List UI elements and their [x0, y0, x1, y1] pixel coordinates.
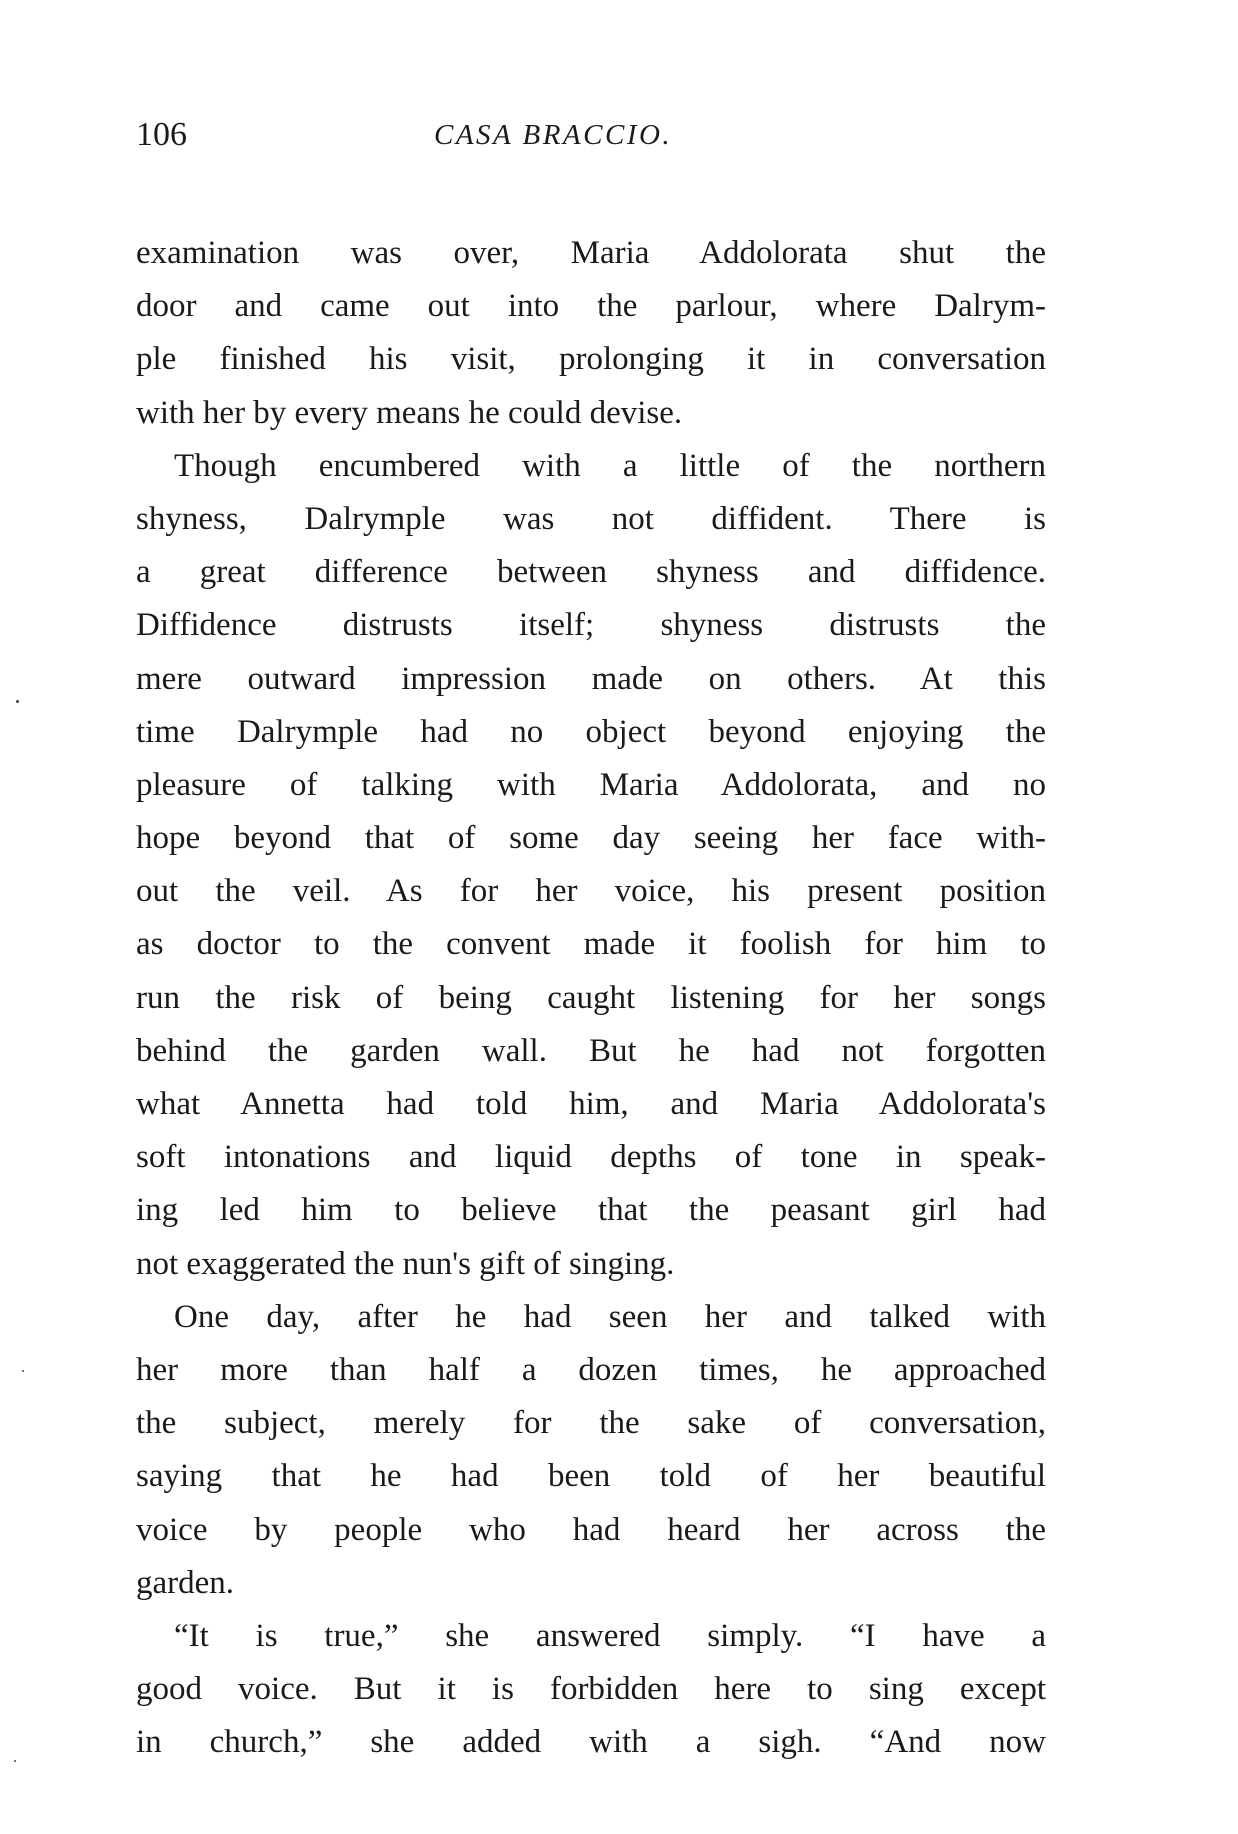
text-line: One day, after he had seen her and talked with: [174, 1298, 1046, 1335]
text-line: Diffidence distrusts itself; shyness distrusts the: [136, 607, 1046, 644]
text-line: shyness, Dalrymple was not diffident. There is: [136, 500, 1046, 537]
running-title: CASA BRACCIO.: [434, 119, 673, 151]
text-line: saying that he had been told of her beautiful: [136, 1458, 1046, 1495]
text-line: as doctor to the convent made it foolish for him to: [136, 926, 1046, 963]
text-line: run the risk of being caught listening for her songs: [136, 979, 1046, 1016]
paper-speck: [16, 700, 19, 703]
text-line: what Annetta had told him, and Maria Addolorata's: [136, 1086, 1046, 1122]
text-line: a great difference between shyness and diffidence.: [136, 554, 1046, 591]
text-line: door and came out into the parlour, where Dalrym-: [136, 288, 1046, 325]
text-line: in church,” she added with a sigh. “And now: [136, 1724, 1046, 1761]
paper-speck: [14, 1760, 16, 1762]
text-line: the subject, merely for the sake of conversation,: [136, 1405, 1046, 1442]
text-line: hope beyond that of some day seeing her face with-: [136, 820, 1046, 857]
text-line: soft intonations and liquid depths of tone in speak-: [136, 1139, 1046, 1176]
text-line: “It is true,” she answered simply. “I have a: [174, 1617, 1046, 1654]
page-number: 106: [136, 116, 187, 153]
text-line: mere outward impression made on others. At this: [136, 660, 1046, 697]
text-line: behind the garden wall. But he had not forgotten: [136, 1032, 1046, 1069]
text-line: her more than half a dozen times, he approached: [136, 1351, 1046, 1388]
text-line: garden.: [136, 1564, 235, 1601]
page-header: [136, 116, 1046, 176]
paper-speck: [22, 1370, 24, 1372]
text-line: not exaggerated the nun's gift of singing.: [136, 1245, 675, 1282]
text-line: ing led him to believe that the peasant girl had: [136, 1192, 1046, 1229]
text-line: good voice. But it is forbidden here to sing except: [136, 1671, 1046, 1708]
text-line: Though encumbered with a little of the northern: [174, 447, 1046, 484]
text-line: pleasure of talking with Maria Addolorata, and no: [136, 766, 1046, 803]
text-line: time Dalrymple had no object beyond enjoying the: [136, 713, 1046, 750]
body-text: [136, 227, 1046, 1769]
text-line: with her by every means he could devise.: [136, 394, 683, 431]
text-line: ple finished his visit, prolonging it in conversation: [136, 341, 1046, 378]
text-line: examination was over, Maria Addolorata shut the: [136, 235, 1046, 271]
text-line: out the veil. As for her voice, his present position: [136, 873, 1046, 910]
text-line: voice by people who had heard her across the: [136, 1511, 1046, 1548]
